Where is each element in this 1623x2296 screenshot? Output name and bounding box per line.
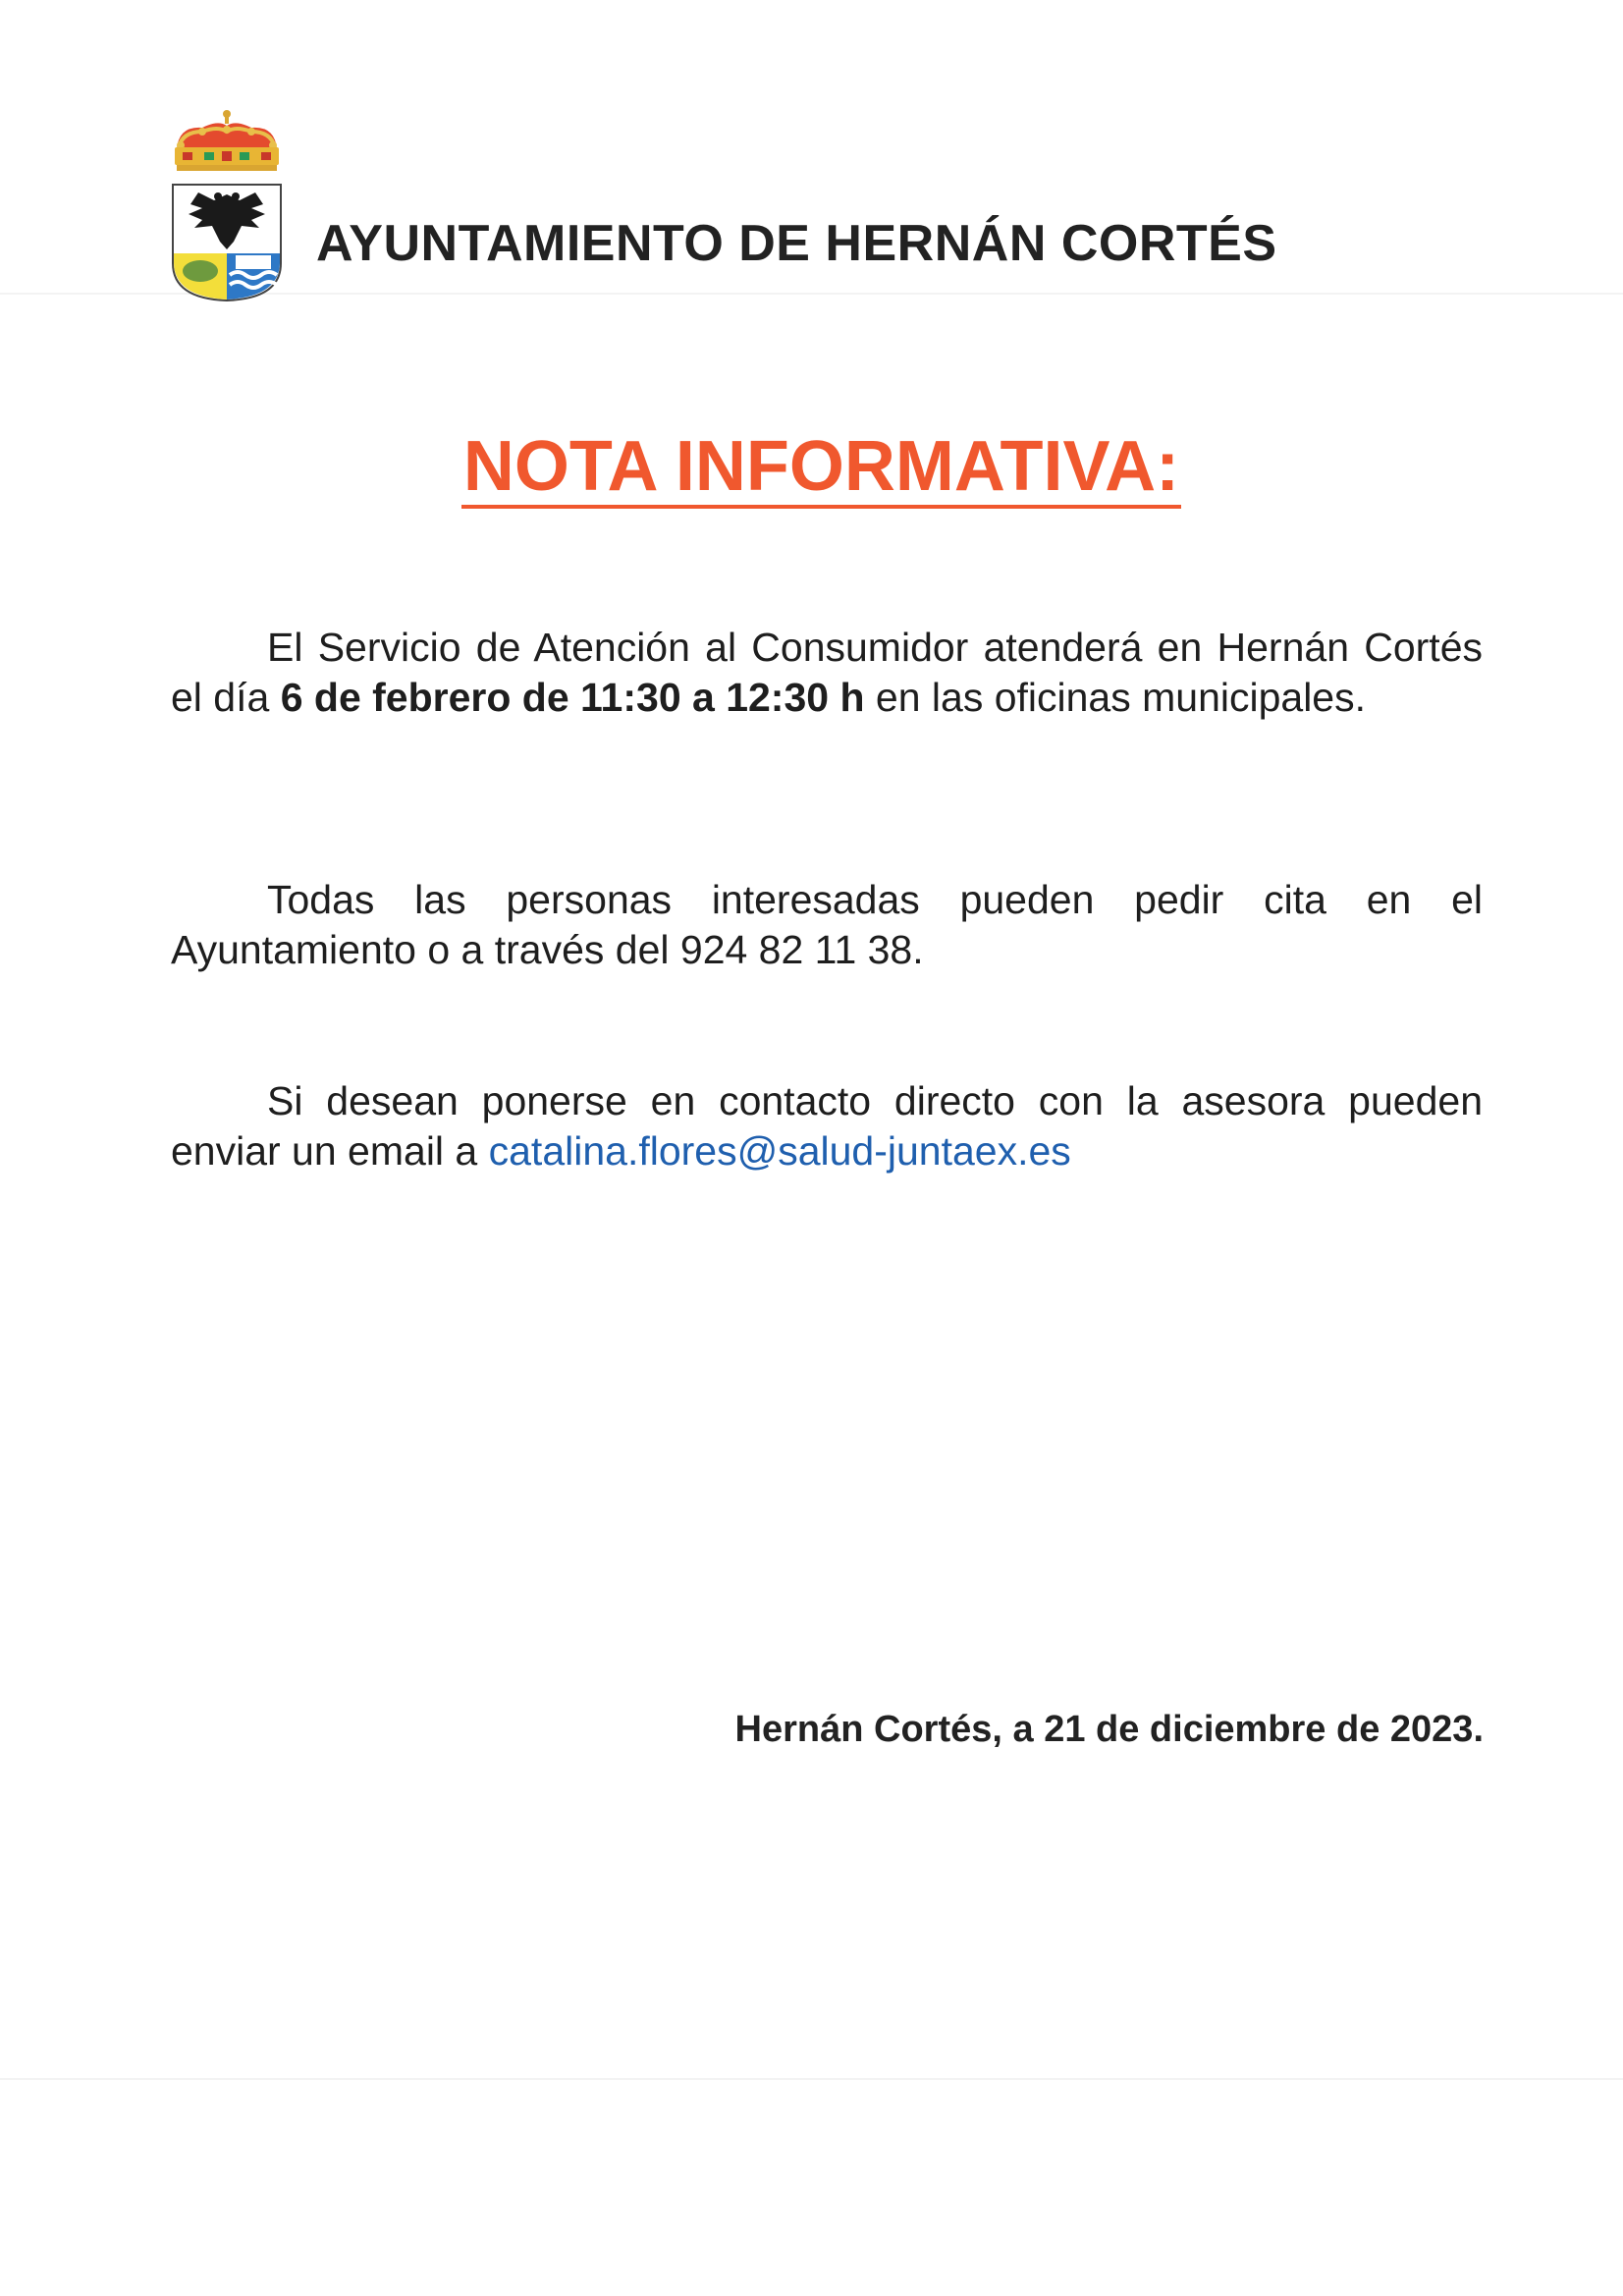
paragraph-schedule-location: en las oficinas municipales. xyxy=(864,675,1366,720)
paragraph-schedule xyxy=(171,623,1483,723)
email-link[interactable]: catalina.flores@salud-juntaex.es xyxy=(488,1128,1071,1174)
paragraph-contact xyxy=(171,1076,1483,1176)
paragraph-contact-text: Si desean ponerse en contacto directo con la asesora pueden enviar un email a xyxy=(171,1078,1483,1174)
paragraph-appointment: Todas las personas interesadas pueden pedir cita en el Ayuntamiento o a través del 924 82 11 38. xyxy=(171,877,1483,972)
note-title: NOTA INFORMATIVA: xyxy=(461,428,1181,509)
coat-of-arms-icon xyxy=(169,106,285,302)
paragraph-schedule-text: El Servicio de Atención al Consumidor atenderá en Hernán Cortés el día xyxy=(171,625,1483,720)
note-title-container xyxy=(0,428,1623,509)
schedule-date-time: 6 de febrero de 11:30 a 12:30 h xyxy=(280,675,865,720)
signature-date: Hernán Cortés, a 21 de diciembre de 2023. xyxy=(734,1709,1484,1750)
organization-name: AYUNTAMIENTO DE HERNÁN CORTÉS xyxy=(316,215,1277,272)
scan-artifact-line xyxy=(0,2078,1623,2080)
